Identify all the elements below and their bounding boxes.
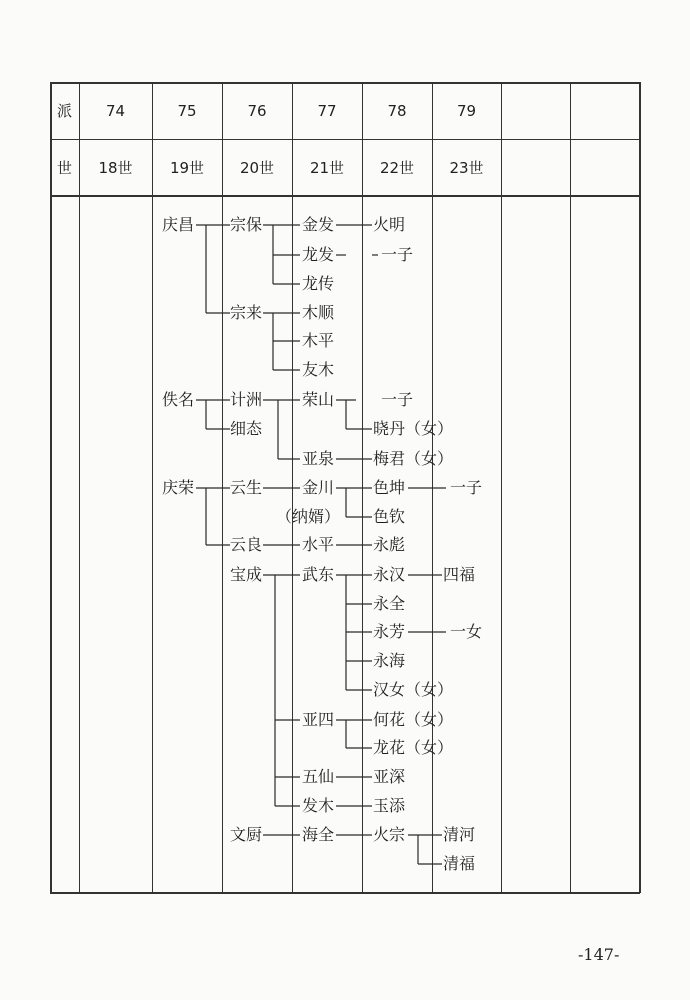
shi-cell: 22世 <box>379 158 415 177</box>
person-wenchu: 文厨 <box>230 825 263 844</box>
person-qinghe: 清河 <box>443 825 476 844</box>
child-note-rongshan: 一子 <box>381 390 414 409</box>
person-qingfu: 清福 <box>443 854 476 873</box>
row-label-shi: 世 <box>56 158 72 177</box>
person-yaquan: 亚泉 <box>302 449 335 468</box>
person-longfa: 龙发 <box>302 245 335 264</box>
person-longhua: 龙花（女） <box>373 738 454 757</box>
person-famu: 发木 <box>302 796 335 815</box>
person-yongquan: 永全 <box>373 594 406 613</box>
person-jizhou: 计洲 <box>230 390 263 409</box>
person-yonghan: 永汉 <box>373 565 406 584</box>
note-naxu: （纳婿） <box>276 507 341 526</box>
person-huoming: 火明 <box>373 215 406 234</box>
person-haiquan: 海全 <box>302 825 335 844</box>
person-yashen: 亚深 <box>373 767 406 786</box>
child-note-longfa: 一子 <box>381 245 414 264</box>
shi-cell: 19世 <box>169 158 205 177</box>
person-qingchang: 庆昌 <box>162 215 195 234</box>
person-jinfa: 金发 <box>302 215 335 234</box>
person-yongbiao: 永彪 <box>373 535 406 554</box>
person-wuxian: 五仙 <box>302 767 335 786</box>
pai-cell: 77 <box>317 101 337 120</box>
person-muping: 木平 <box>302 331 335 350</box>
person-shuiping: 水平 <box>302 535 335 554</box>
person-yutian: 玉添 <box>373 796 406 815</box>
person-baocheng: 宝成 <box>230 565 263 584</box>
child-note-yongfang: 一女 <box>450 622 483 641</box>
shi-cell: 18世 <box>98 158 133 177</box>
pai-cell: 76 <box>247 101 267 120</box>
person-hehua: 何花（女） <box>373 710 454 729</box>
person-sifu: 四福 <box>443 565 476 584</box>
pai-cell: 79 <box>456 101 477 120</box>
person-yunsheng: 云生 <box>230 478 263 497</box>
person-longchuan: 龙传 <box>302 274 335 293</box>
person-hannv: 汉女（女） <box>373 680 454 699</box>
pai-cell: 75 <box>177 101 197 120</box>
person-zonglai: 宗来 <box>230 303 263 322</box>
person-zongbao: 宗保 <box>230 215 263 234</box>
child-note-sekun: 一子 <box>450 478 483 497</box>
person-meijun: 梅君（女） <box>373 449 454 468</box>
person-yiming: 佚名 <box>162 390 195 409</box>
person-sekun: 色坤 <box>373 478 406 497</box>
person-wudong: 武东 <box>302 565 335 584</box>
person-xiaodan: 晓丹（女） <box>373 419 454 438</box>
page-number: -147- <box>578 945 620 964</box>
shi-cell: 20世 <box>239 158 275 177</box>
person-yasi: 亚四 <box>302 710 335 729</box>
person-yongfang: 永芳 <box>373 622 406 641</box>
person-mushun: 木顺 <box>302 303 335 322</box>
row-label-pai: 派 <box>56 102 72 120</box>
person-xitai: 细态 <box>230 419 263 438</box>
person-rongshan: 荣山 <box>302 390 335 409</box>
shi-cell: 21世 <box>309 158 345 177</box>
shi-cell: 23世 <box>449 158 484 177</box>
person-jinchuan: 金川 <box>302 478 335 497</box>
person-yunliang: 云良 <box>230 535 263 554</box>
person-huozong: 火宗 <box>373 825 406 844</box>
person-qingrong: 庆荣 <box>162 478 195 497</box>
person-seqin: 色钦 <box>373 507 406 526</box>
pai-cell: 78 <box>387 101 407 120</box>
person-yonghai: 永海 <box>373 651 406 670</box>
person-youmu: 友木 <box>302 360 335 379</box>
pai-cell: 74 <box>105 101 126 120</box>
